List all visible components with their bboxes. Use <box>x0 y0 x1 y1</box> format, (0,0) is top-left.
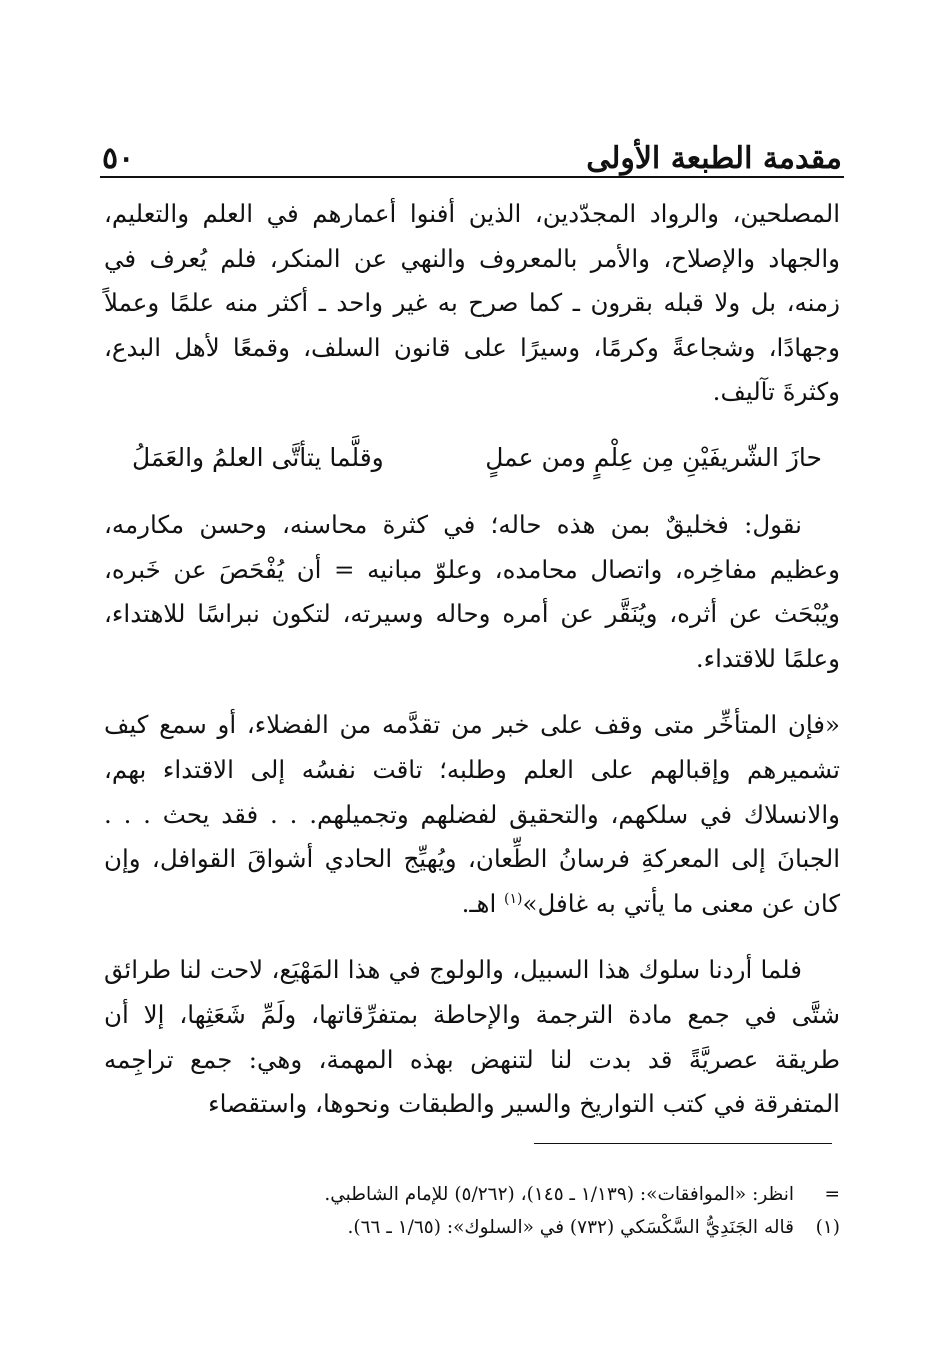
page-header <box>102 128 842 174</box>
footnote-1 <box>104 1211 840 1244</box>
footnote-divider <box>534 1143 832 1144</box>
footnote-continuation <box>104 1178 840 1211</box>
paragraph-4: فلما أردنا سلوك هذا السبيل، والولوج في هذا المَهْيَع، لاحت لنا طرائق شتَّى في جمع مادة الترجمة والإحاطة بمتفرِّقاتها، ولَمِّ شَعَثِها، إلا أن طريقة عصريَّةً قد بدت لنا لتنهض بهذه المهمة، وهي: جمع تراجِمه المتفرقة في كتب التواريخ والسير والطبقات ونحوها، واستقصاء <box>104 955 840 1119</box>
verse-first-hemistich: حازَ الشّريفَيْنِ مِن عِلْمٍ ومن عملٍ <box>485 442 822 472</box>
poetry-verse <box>132 435 822 481</box>
main-text <box>104 192 840 1127</box>
verse-second-hemistich: وقلَّما يتأتَّى العلمُ والعَمَلُ <box>132 442 384 472</box>
paragraph-3-suffix: اهـ. <box>461 888 505 918</box>
chapter-title: مقدمة الطبعة الأولى <box>586 141 842 176</box>
footnotes <box>104 1178 840 1244</box>
paragraph-3 <box>104 703 840 926</box>
footnote-mark: = <box>824 1184 840 1205</box>
paragraph-2: نقول: فخليقٌ بمن هذه حاله؛ في كثرة محاسنه، وحسن مكارمه، وعظيم مفاخِره، واتصال محامده، وعلوّ مبانيه = أن يُفْحَصَ عن خَبره، ويُبْحَث عن أثره، ويُنَقَّر عن أمره وحاله وسيرته، لتكون نبراسًا للاهتداء، وعلمًا للاقتداء. <box>104 509 840 673</box>
header-divider <box>100 176 844 178</box>
paragraph-3-text: «فإن المتأخِّر متى وقف على خبر من تقدَّمه من الفضلاء، أو سمع كيف تشميرهم وإقبالهم على العلم وطلبه؛ تاقت نفسُه إلى الاقتداء بهم، والانسلاك في سلكهم، والتحقيق لفضلهم وتجميلهم. . . فقد يحث . . . الجبانَ إلى المعركةِ فرسانُ الطِّعان، ويُهيِّج الحادي أشواقَ القوافل، وإن كان عن معنى ما يأتي به غافل» <box>104 710 840 918</box>
footnote-reference[interactable]: (١) <box>504 890 523 907</box>
footnote-mark: (١) <box>815 1217 840 1238</box>
page-number: ٥٠ <box>102 141 135 176</box>
footnote-text: انظر: «الموافقات»: (١/١٣٩ ـ ١٤٥)، (٥/٢٦٢) للإمام الشاطبي. <box>324 1184 794 1205</box>
footnote-text: قاله الجَنَدِيُّ السَّكْسَكي (٧٣٢) في «السلوك»: (١/٦٥ ـ ٦٦). <box>347 1217 794 1238</box>
paragraph-1: المصلحين، والرواد المجدّدين، الذين أفنوا أعمارهم في العلم والتعليم، والجهاد والإصلاح، والأمر بالمعروف والنهي عن المنكر، فلم يُعرف في زمنه، بل ولا قبله بقرون ـ كما صرح به غير واحد ـ أكثر منه علمًا وعملاً وجهادًا، وشجاعةً وكرمًا، وسيرًا على قانون السلف، وقمعًا لأهل البدع، وكثرةَ تآليف. <box>104 199 840 407</box>
